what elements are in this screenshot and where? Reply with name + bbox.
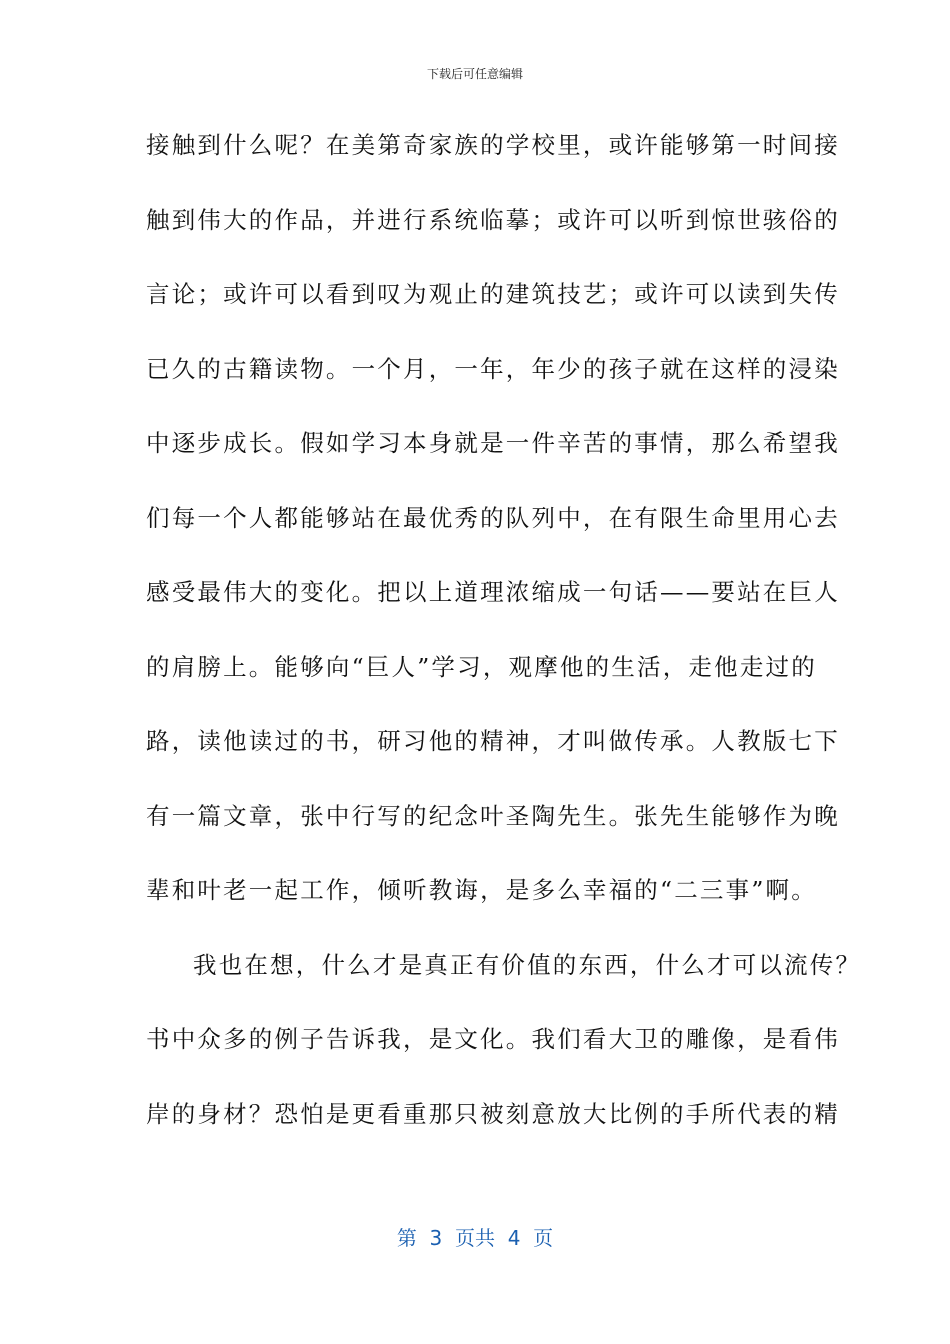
text-line: 中逐步成长。假如学习本身就是一件辛苦的事情，那么希望我 [146, 429, 840, 457]
paragraph-start-line: 我也在想，什么才是真正有价值的东西，什么才可以流传？ [193, 950, 862, 979]
text-line: 书中众多的例子告诉我，是文化。我们看大卫的雕像，是看伟 [146, 1025, 840, 1053]
page-header: 下载后可任意编辑 [426, 67, 523, 81]
text-line: 们每一个人都能够站在最优秀的队列中，在有限生命里用心去 [146, 503, 840, 532]
text-line: 接触到什么呢？在美第奇家族的学校里，或许能够第一时间接 [146, 131, 840, 159]
text-line: 触到伟大的作品，并进行系统临摹；或许可以听到惊世骇俗的 [146, 205, 840, 234]
text-line: 已久的古籍读物。一个月，一年，年少的孩子就在这样的浸染 [146, 354, 840, 383]
text-line: 言论；或许可以看到叹为观止的建筑技艺；或许可以读到失传 [146, 280, 840, 308]
document-body [146, 124, 862, 1167]
text-line: 的肩膀上。能够向“巨人”学习，观摩他的生活，走他走过的 [146, 652, 817, 681]
text-line: 有一篇文章，张中行写的纪念叶圣陶先生。张先生能够作为晚 [146, 801, 840, 830]
page-number-footer: 第 3 页共 4 页 [396, 1226, 554, 1250]
text-line: 岸的身材？恐怕是更看重那只被刻意放大比例的手所代表的精 [146, 1099, 840, 1128]
text-line: 感受最伟大的变化。把以上道理浓缩成一句话——要站在巨人 [146, 578, 840, 606]
text-line: 辈和叶老一起工作，倾听教诲，是多么幸福的“二三事”啊。 [146, 876, 817, 904]
text-line: 路，读他读过的书，研习他的精神，才叫做传承。人教版七下 [146, 727, 840, 755]
